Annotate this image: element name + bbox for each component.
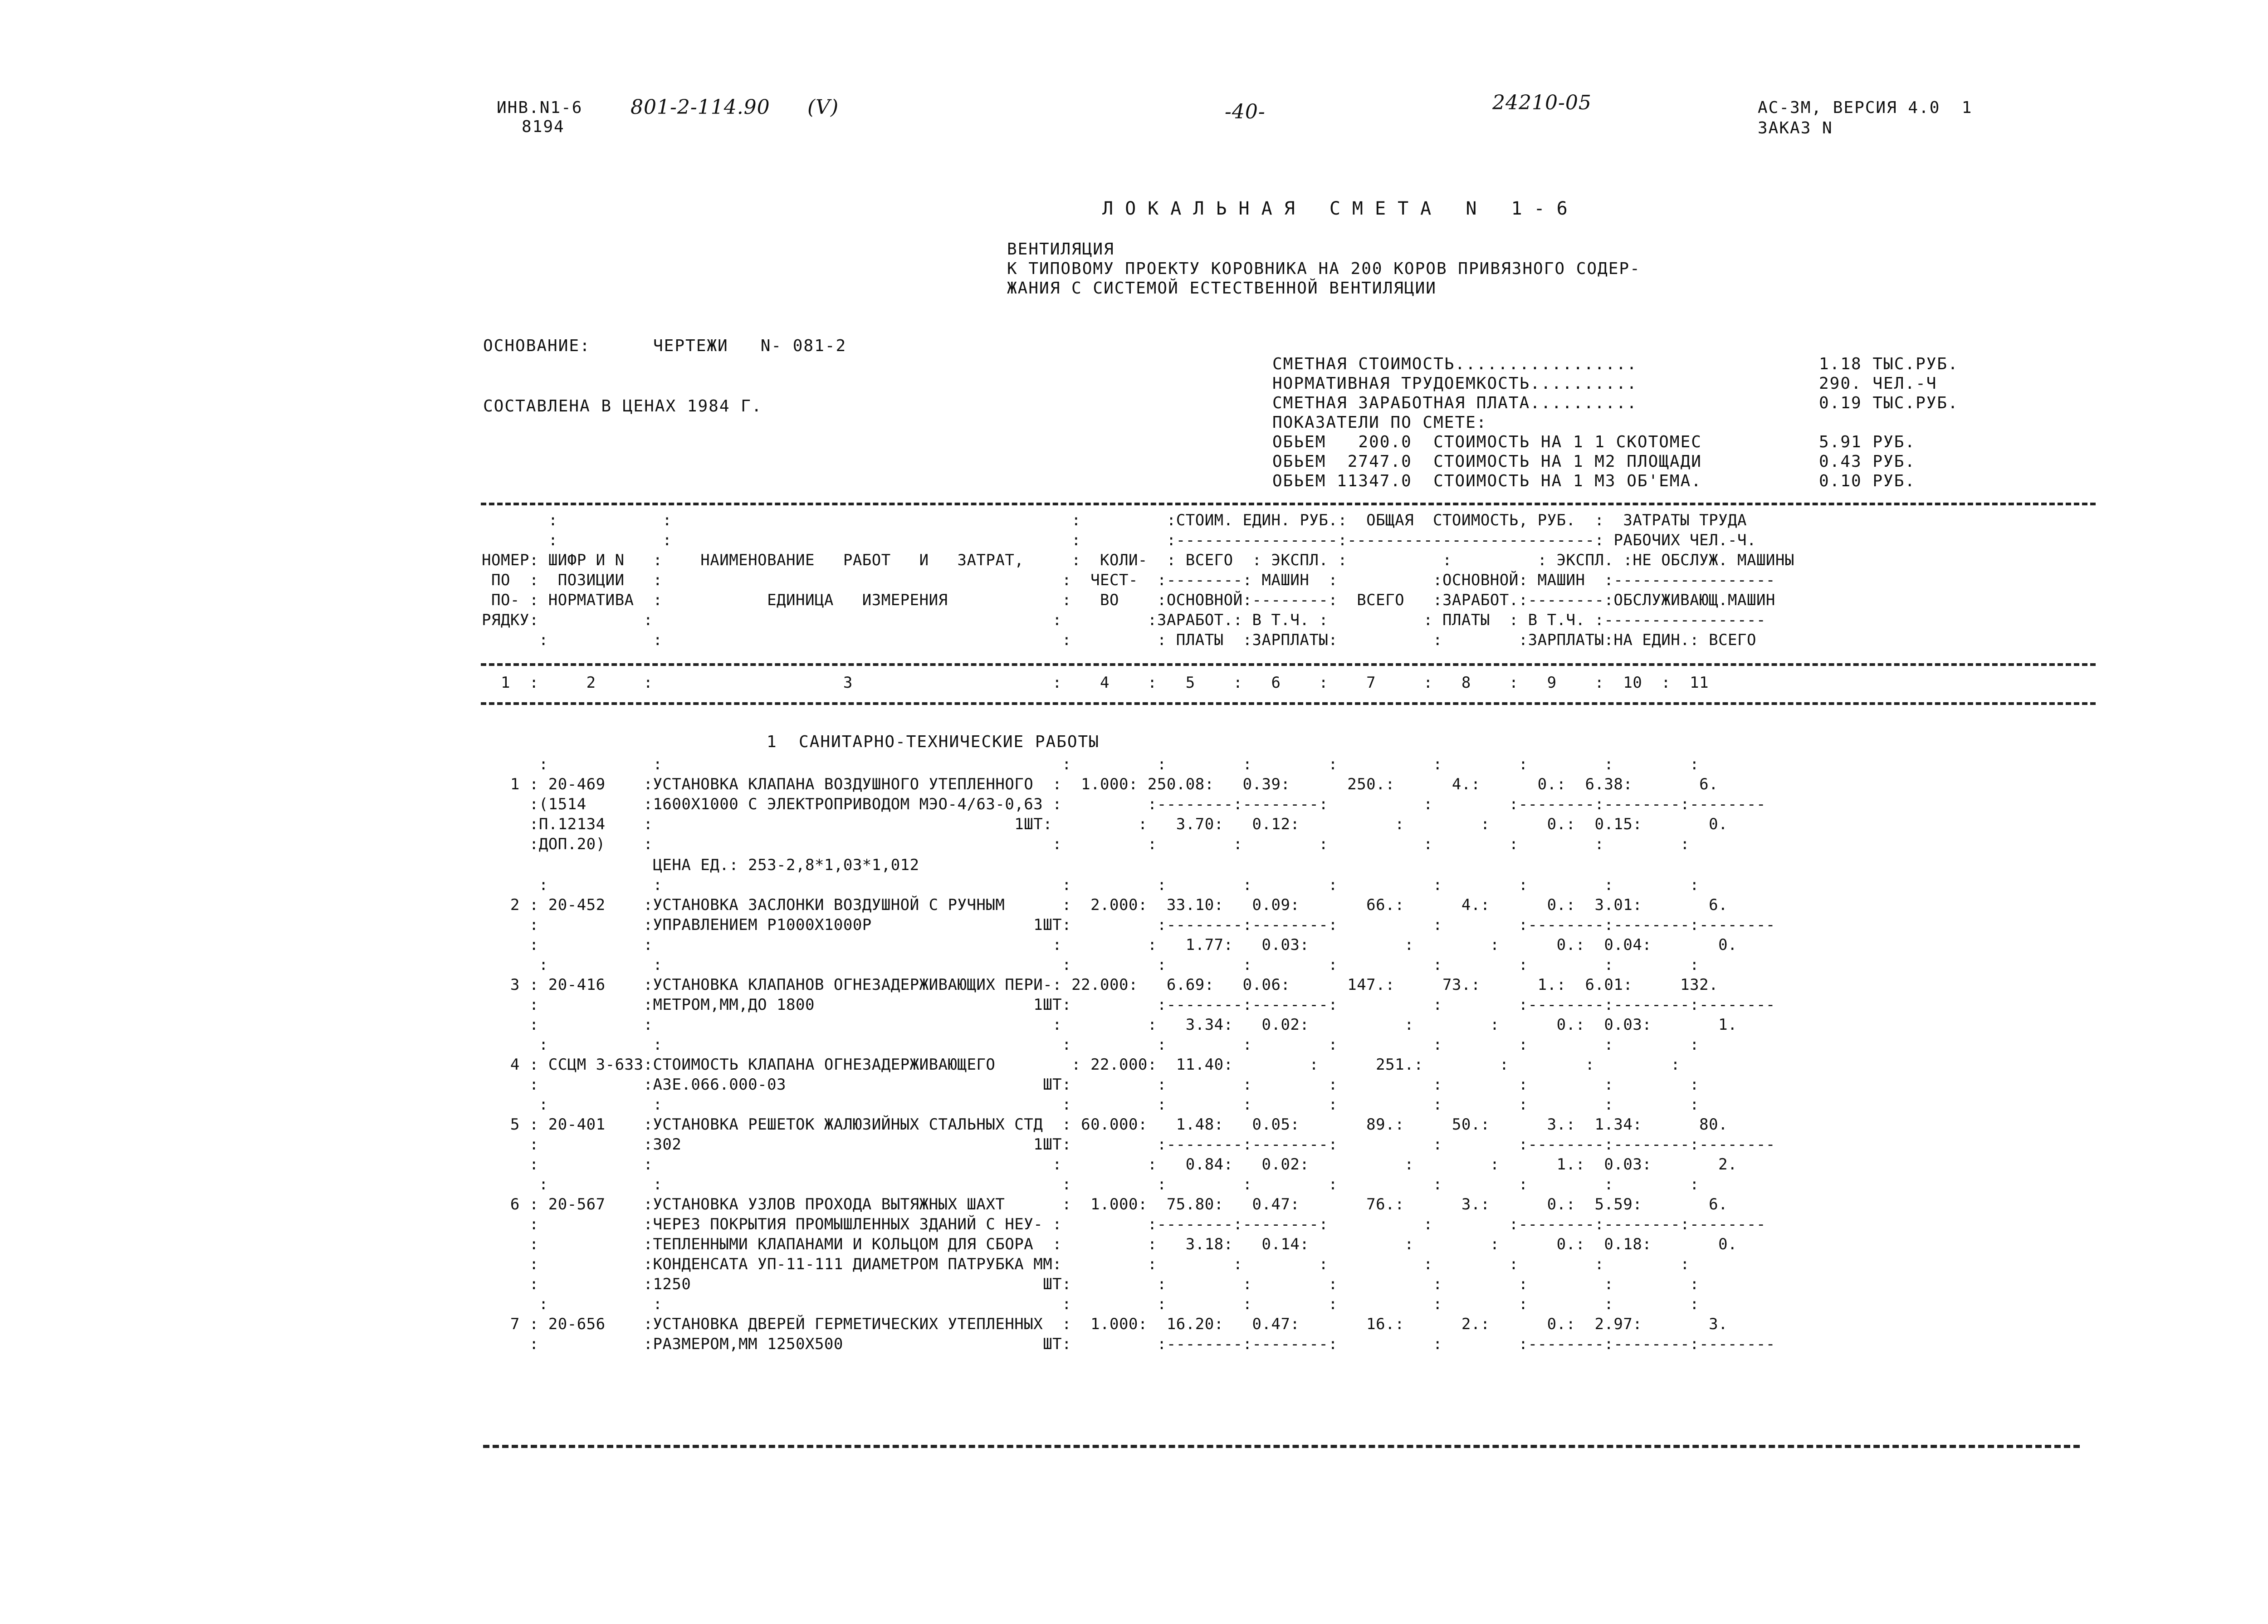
table-row: :(1514 :1600Х1000 С ЭЛЕКТРОПРИВОДОМ МЭО-4/63-0,63 : :--------:--------: : :--------:--------:-------- [482,795,1766,813]
table-row: 1 : 20-469 :УСТАНОВКА КЛАПАНА ВОЗДУШНОГО УТЕПЛЕННОГО : 1.000: 250.08: 0.39: 250.: 4.: 0.: 6.38: 6. [482,775,1719,793]
table-top-rule [481,503,2096,505]
table-row: : :КОНДЕНСАТА УП-11-111 ДИАМЕТРОМ ПАТРУБКА ММ: : : : : : : : [482,1255,1690,1273]
table-row: : : : : : : : : : : [482,876,1700,894]
table-row: : : : : 3.34: 0.02: : : 0.: 0.03: 1. [482,1016,1738,1034]
header-bottom-rule [481,663,2096,666]
summary-value: 0.43 РУБ. [1819,452,1916,471]
table-row: : : : : : : : : : : [482,755,1700,773]
project-volume: (V) [807,96,839,119]
table-row: : : : : : : : : : : [482,1036,1700,1054]
table-row: ЦЕНА ЕД.: 253-2,8*1,03*1,012 [482,856,919,874]
page-title: ЛОКАЛЬНАЯ СМЕТА N 1-6 [1102,198,1579,219]
table-row: 6 : 20-567 :УСТАНОВКА УЗЛОВ ПРОХОДА ВЫТЯЖНЫХ ШАХТ : 1.000: 75.80: 0.47: 76.: 3.: 0.: 5.59: 6. [482,1195,1728,1213]
inventory-number: ИНВ.N1-6 [497,98,583,117]
table-row: : :РАЗМЕРОМ,ММ 1250Х500 ШТ: :--------:--------: : :--------:--------:-------- [482,1335,1775,1353]
table-header-line: НОМЕР: ШИФР И N : НАИМЕНОВАНИЕ РАБОТ И ЗАТРАТ, : КОЛИ- : ВСЕГО : ЭКСПЛ. : : : ЭКСПЛ. :НЕ ОБСЛУЖ. МАШИНЫ [482,551,1794,569]
summary-label: НОРМАТИВНАЯ ТРУДОЕМКОСТЬ.......... [1272,374,1637,393]
inventory-code: 8194 [522,117,565,136]
table-row: : : : : 1.77: 0.03: : : 0.: 0.04: 0. [482,936,1738,954]
table-row: : :ТЕПЛЕННЫМИ КЛАПАНАМИ И КОЛЬЦОМ ДЛЯ СБОРА : : 3.18: 0.14: : : 0.: 0.18: 0. [482,1235,1738,1253]
summary-value: 0.19 ТЫС.РУБ. [1819,394,1959,412]
subtitle-line-3: ЖАНИЯ С СИСТЕМОЙ ЕСТЕСТВЕННОЙ ВЕНТИЛЯЦИИ [1007,279,1437,298]
table-row: : :1250 ШТ: : : : : : : : [482,1275,1700,1293]
table-row: 3 : 20-416 :УСТАНОВКА КЛАПАНОВ ОГНЕЗАДЕРЖИВАЮЩИХ ПЕРИ-: 22.000: 6.69: 0.06: 147.: 73.: 1.: 6.01: 132. [482,976,1719,994]
table-header-line: ПО- : НОРМАТИВА : ЕДИНИЦА ИЗМЕРЕНИЯ : ВО :ОСНОВНОЙ:--------: ВСЕГО :ЗАРАБОТ.:--------:ОБСЛУЖИВАЮЩ.МАШИН [482,591,1775,609]
table-header-line: ПО : ПОЗИЦИИ : : ЧЕСТ- :--------: МАШИН : :ОСНОВНОЙ: МАШИН :----------------- [482,571,1775,589]
table-row: :ДОП.20) : : : : : : : : : [482,835,1690,853]
summary-label: ОБЬЕМ 2747.0 СТОИМОСТЬ НА 1 М2 ПЛОЩАДИ [1272,452,1702,471]
subtitle-line-2: К ТИПОВОМУ ПРОЕКТУ КОРОВНИКА НА 200 КОРОВ ПРИВЯЗНОГО СОДЕР- [1007,259,1641,278]
table-row: : : : : : : : : : : [482,1096,1700,1114]
version-label: АС-3М, ВЕРСИЯ 4.0 1 [1758,98,1973,117]
table-row: : : : : 0.84: 0.02: : : 1.: 0.03: 2. [482,1155,1738,1174]
column-numbers-rule [481,702,2096,705]
table-header-line: : : : : ПЛАТЫ :ЗАРПЛАТЫ: : :ЗАРПЛАТЫ:НА ЕДИН.: ВСЕГО [482,631,1756,649]
summary-value: 290. ЧЕЛ.-Ч [1819,374,1937,393]
summary-value: 5.91 РУБ. [1819,433,1916,451]
basis-label: ОСНОВАНИЕ: [483,337,591,355]
table-header-line: РЯДКУ: : : :ЗАРАБОТ.: В Т.Ч. : : ПЛАТЫ : В Т.Ч. :----------------- [482,611,1766,629]
page-number: -40- [1225,100,1266,123]
table-header-line: : : : :-----------------:--------------------------: РАБОЧИХ ЧЕЛ.-Ч. [482,531,1756,549]
prices-label: СОСТАВЛЕНА В ЦЕНАХ 1984 Г. [483,397,763,416]
table-header-line: : : : :СТОИМ. ЕДИН. РУБ.: ОБЩАЯ СТОИМОСТЬ, РУБ. : ЗАТРАТЫ ТРУДА [482,511,1747,529]
table-row: : :ЧЕРЕЗ ПОКРЫТИЯ ПРОМЫШЛЕННЫХ ЗДАНИЙ С НЕУ- : :--------:--------: : :--------:--------:-------- [482,1215,1766,1233]
bottom-separator [483,1445,2080,1448]
document-number: 24210-05 [1492,91,1592,114]
project-code: 801-2-114.90 [631,96,770,119]
table-row: : :МЕТРОМ,ММ,ДО 1800 1ШТ: :--------:--------: : :--------:--------:-------- [482,996,1775,1014]
table-row: 4 : ССЦМ 3-633:СТОИМОСТЬ КЛАПАНА ОГНЕЗАДЕРЖИВАЮЩЕГО : 22.000: 11.40: : 251.: : : : [482,1056,1681,1074]
basis-value: ЧЕРТЕЖИ N- 081-2 [653,337,847,355]
table-row: :П.12134 : 1ШТ: : 3.70: 0.12: : : 0.: 0.15: 0. [482,815,1728,833]
section-title: 1 САНИТАРНО-ТЕХНИЧЕСКИЕ РАБОТЫ [767,733,1100,751]
table-row: 5 : 20-401 :УСТАНОВКА РЕШЕТОК ЖАЛЮЗИЙНЫХ СТАЛЬНЫХ СТД : 60.000: 1.48: 0.05: 89.: 50.: 3.: 1.34: 80. [482,1115,1728,1134]
summary-label: ОБЬЕМ 11347.0 СТОИМОСТЬ НА 1 М3 ОБ'ЕМА. [1272,472,1702,490]
summary-value: 0.10 РУБ. [1819,472,1916,490]
subtitle-line-1: ВЕНТИЛЯЦИЯ [1007,240,1114,259]
summary-label: ПОКАЗАТЕЛИ ПО СМЕТЕ: [1272,413,1487,432]
order-label: ЗАКАЗ N [1758,119,1833,137]
table-row: : : : : : : : : : : [482,1295,1700,1313]
table-row: : :302 1ШТ: :--------:--------: : :--------:--------:-------- [482,1135,1775,1154]
table-row: : :АЗЕ.066.000-03 ШТ: : : : : : : : [482,1076,1700,1094]
summary-value: 1.18 ТЫС.РУБ. [1819,355,1959,373]
summary-label: ОБЬЕМ 200.0 СТОИМОСТЬ НА 1 1 СКОТОМЕС [1272,433,1702,451]
table-row: 2 : 20-452 :УСТАНОВКА ЗАСЛОНКИ ВОЗДУШНОЙ С РУЧНЫМ : 2.000: 33.10: 0.09: 66.: 4.: 0.: 3.01: 6. [482,896,1728,914]
table-row: : : : : : : : : : : [482,956,1700,974]
summary-label: СМЕТНАЯ ЗАРАБОТНАЯ ПЛАТА.......... [1272,394,1637,412]
summary-label: СМЕТНАЯ СТОИМОСТЬ................. [1272,355,1637,373]
table-row: : : : : : : : : : : [482,1175,1700,1194]
table-row: 7 : 20-656 :УСТАНОВКА ДВЕРЕЙ ГЕРМЕТИЧЕСКИХ УТЕПЛЕННЫХ : 1.000: 16.20: 0.47: 16.: 2.: 0.: 2.97: 3. [482,1315,1728,1333]
table-row: : :УПРАВЛЕНИЕМ Р1000Х1000Р 1ШТ: :--------:--------: : :--------:--------:-------- [482,916,1775,934]
column-numbers: 1 : 2 : 3 : 4 : 5 : 6 : 7 : 8 : 9 : 10 : 11 [482,674,1709,692]
